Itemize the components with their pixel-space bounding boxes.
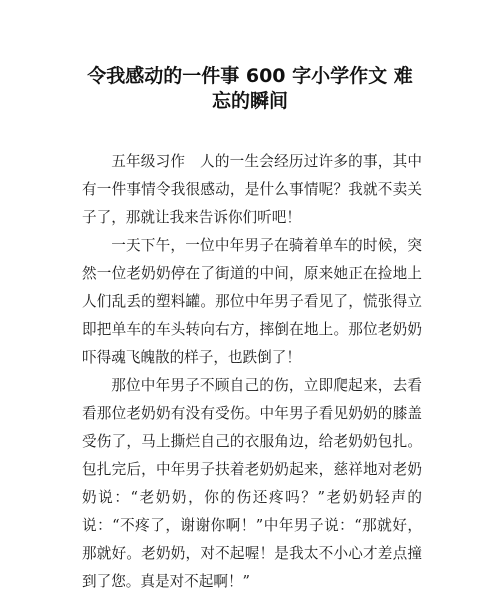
document-title bbox=[60, 64, 440, 114]
title-line-1: 令我感动的一件事 600 字小学作文 难 bbox=[87, 65, 413, 87]
paragraph-intro: 五年级习作 人的一生会经历过许多的事，其中有一件事情令我很感动，是什么事情呢？我就不卖关子了，那就让我来告诉你们听吧！ bbox=[82, 153, 422, 226]
title-line-2: 忘的瞬间 bbox=[211, 90, 288, 112]
paragraph-accident: 一天下午，一位中年男子在骑着单车的时候，突然一位老奶奶停在了街道的中间，原来她正在捡地上人们乱丢的塑料罐。那位中年男子看见了，慌张得立即把单车的车头转向右方，摔倒在地上。那位老奶奶吓得魂飞魄散的样子，也跌倒了！ bbox=[82, 237, 422, 366]
paragraph-help: 那位中年男子不顾自己的伤，立即爬起来，去看看那位老奶奶有没有受伤。中年男子看见奶奶的膝盖受伤了，马上撕烂自己的衣服角边，给老奶奶包扎。包扎完后，中年男子扶着老奶奶起来，慈祥地对老奶奶说：“老奶奶，你的伤还疼吗？”老奶奶轻声的说：“不疼了，谢谢你啊！”中年男子说：“那就好，那就好。老奶奶，对不起喔！是我太不小心才差点撞到了您。真是对不起啊！” bbox=[82, 377, 422, 590]
article-body bbox=[82, 148, 422, 596]
